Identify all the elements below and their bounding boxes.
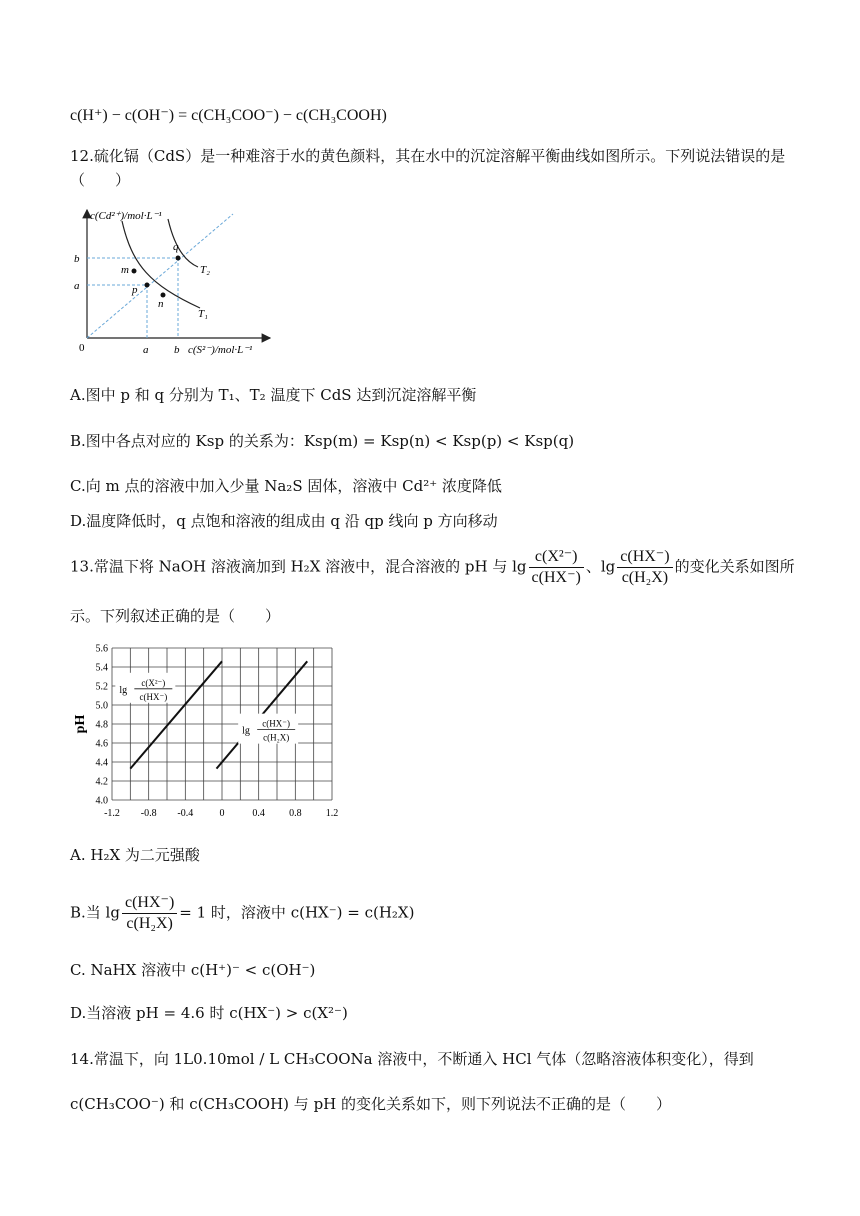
q13-stem xyxy=(70,547,795,588)
y-tick-label: 5.4 xyxy=(95,662,108,674)
q12-stem: 12.硫化镉（CdS）是一种难溶于水的黄色颜料，其在水中的沉淀溶解平衡曲线如图所示。下列说法错误的是 xyxy=(70,147,786,165)
q12-point-q xyxy=(176,256,181,261)
q13-frac2-den: c(H₂X) xyxy=(621,569,669,586)
series-1-label-lg: lg xyxy=(119,684,128,696)
q12-option-a: A.图中 p 和 q 分别为 T₁、T₂ 温度下 CdS 达到沉淀溶解平衡 xyxy=(70,386,477,404)
q13-option-d: D.当溶液 pH = 4.6 时 c(HX⁻) > c(X²⁻) xyxy=(70,1004,348,1022)
q12-paren: （ ） xyxy=(70,171,131,189)
q12-origin: 0 xyxy=(79,342,85,354)
q12-point-n xyxy=(161,293,166,298)
q12-label-m: m xyxy=(121,264,129,276)
y-tick-label: 4.8 xyxy=(95,719,108,731)
q12-ylabel: c(Cd²⁺)/mol·L⁻¹ xyxy=(90,210,162,222)
y-tick-label: 4.6 xyxy=(95,738,108,750)
series-2-label-num: c(HX⁻) xyxy=(262,718,291,729)
q13-option-a: A. H₂X 为二元强酸 xyxy=(70,846,200,864)
q13-option-b-den: c(H₂X) xyxy=(126,915,173,932)
q13-option-b-num: c(HX⁻) xyxy=(122,893,177,914)
q12-option-b: B.图中各点对应的 Ksp 的关系为：Ksp(m) = Ksp(n) < Ksp(p) < Ksp(q) xyxy=(70,432,575,450)
y-tick-label: 5.0 xyxy=(95,700,108,712)
q12-ytick-a: a xyxy=(74,280,80,292)
y-axis-label: pH xyxy=(73,714,88,734)
q13-option-b-end: = 1 时，溶液中 c(HX⁻) = c(H₂X) xyxy=(179,903,415,922)
y-tick-label: 4.4 xyxy=(95,757,108,769)
x-tick-label: 0.4 xyxy=(252,808,265,819)
q12-label-q: q xyxy=(173,241,179,253)
q12-xtick-b: b xyxy=(174,344,180,356)
q12-ytick-b: b xyxy=(74,253,80,265)
q12-label-n: n xyxy=(158,298,164,310)
q12-label-t2: T₂ xyxy=(200,264,210,276)
q13-frac1-den: c(HX⁻) xyxy=(531,569,581,586)
y-tick-label: 4.2 xyxy=(95,776,108,788)
x-tick-label: 0.8 xyxy=(289,808,302,819)
q13-option-b-start: B.当 lg xyxy=(70,903,120,922)
q13-frac2 xyxy=(617,547,672,588)
q12-diagonal xyxy=(87,214,233,338)
q13-stem-start: 13.常温下将 NaOH 溶液滴加到 H₂X 溶液中，混合溶液的 pH 与 lg xyxy=(70,557,527,576)
q12-xtick-a: a xyxy=(143,344,149,356)
x-tick-label: -0.8 xyxy=(140,808,157,819)
q13-frac1-num: c(X²⁻) xyxy=(529,547,584,568)
q13-chart xyxy=(70,640,340,830)
q12-option-d: D.温度降低时，q 点饱和溶液的组成由 q 沿 qp 线向 p 方向移动 xyxy=(70,512,498,530)
q12-label-p: p xyxy=(132,284,138,296)
series-1-label-num: c(X²⁻) xyxy=(141,677,166,688)
q12-figure xyxy=(70,205,280,365)
q14-line1: 14.常温下，向 1L0.10mol / L CH₃COONa 溶液中，不断通入 HCl 气体（忽略溶液体积变化），得到 xyxy=(70,1050,754,1068)
series-2-label-den: c(H₂X) xyxy=(263,732,290,743)
q13-option-b xyxy=(70,893,414,934)
series-2-label-lg: lg xyxy=(242,725,250,737)
q13-frac2-num: c(HX⁻) xyxy=(617,547,672,568)
q12-point-m xyxy=(132,269,137,274)
q14-line2: c(CH₃COO⁻) 和 c(CH₃COOH) 与 pH 的变化关系如下，则下列说法不正确的是（ ） xyxy=(70,1095,672,1113)
q12-xlabel: c(S²⁻)/mol·L⁻¹ xyxy=(188,344,253,356)
q13-frac1 xyxy=(529,547,584,588)
y-tick-label: 4.0 xyxy=(95,795,108,807)
x-tick-label: -1.2 xyxy=(104,808,120,819)
y-tick-label: 5.6 xyxy=(95,643,108,655)
x-tick-label: 1.2 xyxy=(325,808,339,819)
q12-option-c: C.向 m 点的溶液中加入少量 Na₂S 固体，溶液中 Cd²⁺ 浓度降低 xyxy=(70,477,502,495)
q12-label-t1: T₁ xyxy=(198,308,208,320)
q12-point-p xyxy=(145,283,150,288)
top-formula: c(H⁺) − c(OH⁻) = c(CH₃COO⁻) − c(CH₃COOH) xyxy=(70,107,387,124)
q13-stem-line2: 示。下列叙述正确的是（ ） xyxy=(70,607,281,625)
x-tick-label: 0 xyxy=(219,808,225,819)
q13-option-b-frac xyxy=(122,893,177,934)
q13-stem-end: 的变化关系如图所 xyxy=(674,557,795,576)
series-1-label-den: c(HX⁻) xyxy=(139,691,168,702)
q13-sep: 、lg xyxy=(585,557,616,576)
x-tick-label: -0.4 xyxy=(177,808,194,819)
y-tick-label: 5.2 xyxy=(95,681,108,693)
q13-option-c: C. NaHX 溶液中 c(H⁺)⁻ < c(OH⁻) xyxy=(70,961,316,979)
